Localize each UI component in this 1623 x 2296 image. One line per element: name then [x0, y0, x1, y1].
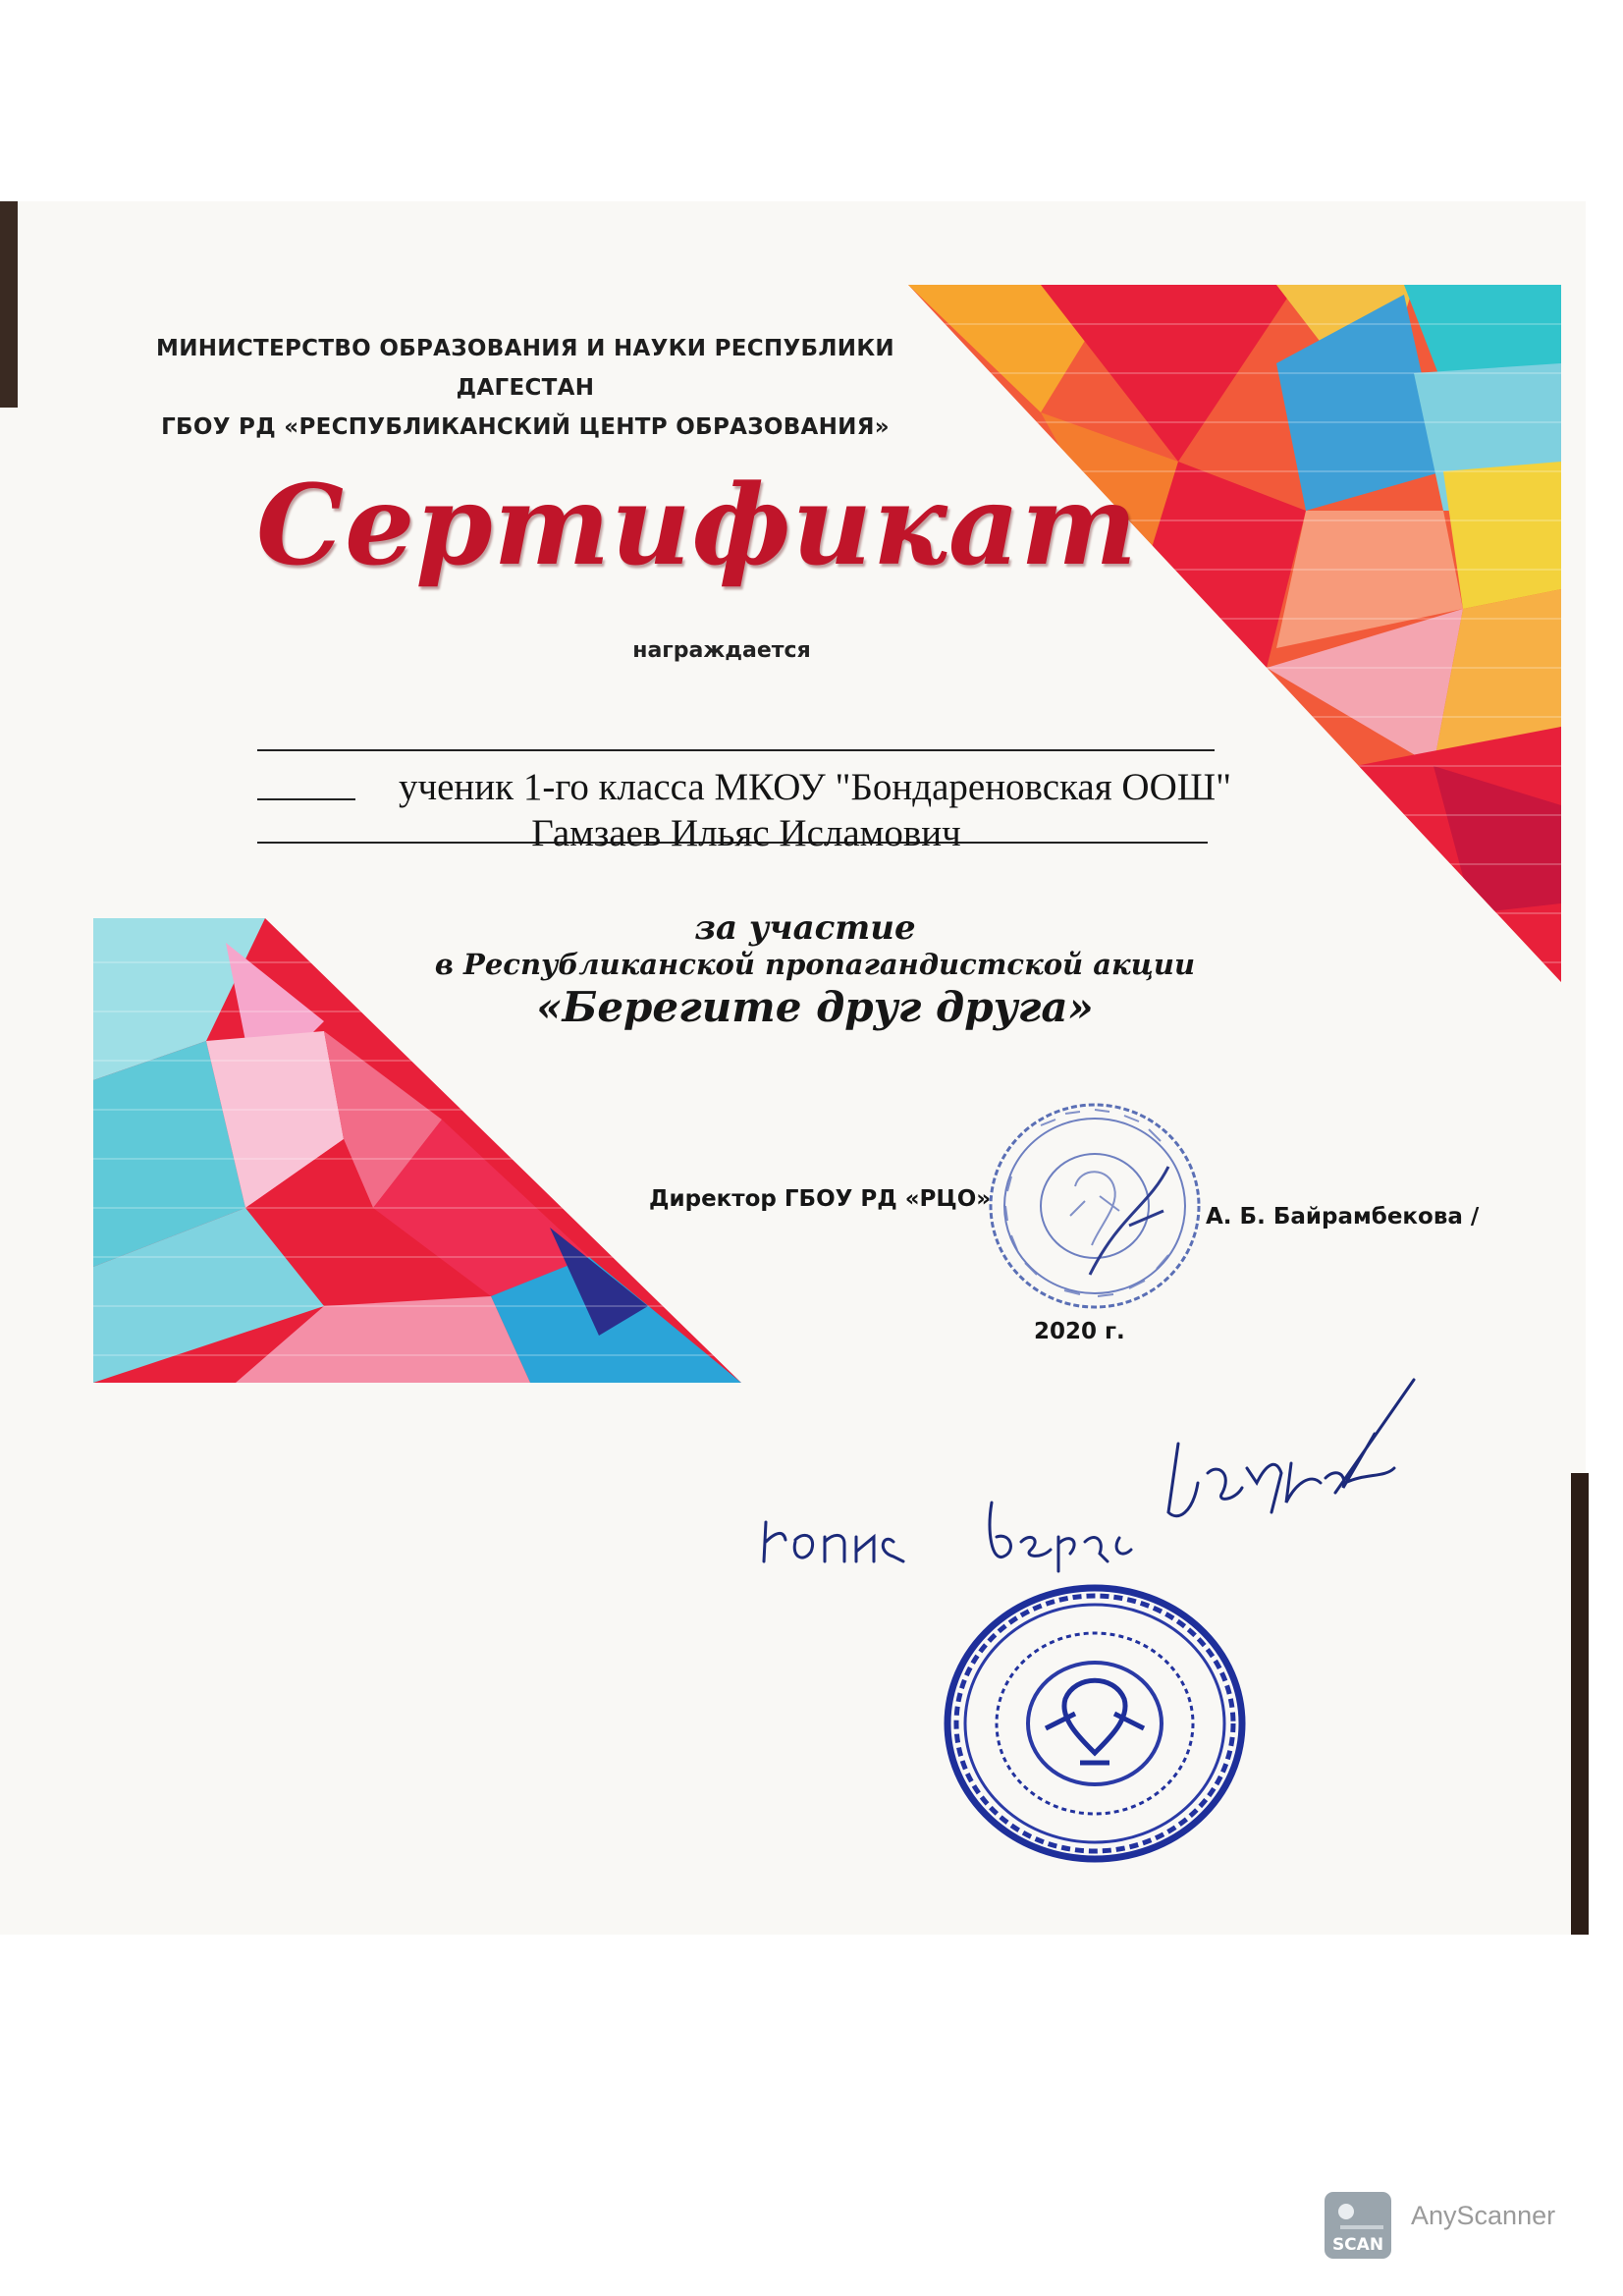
ministry-line: МИНИСТЕРСТВО ОБРАЗОВАНИЯ И НАУКИ РЕСПУБЛИКИ ДАГЕСТАН: [156, 336, 894, 401]
certificate-title: Сертификат: [256, 462, 1138, 590]
for-participation: за участие: [694, 908, 916, 948]
recipient-name: Гамзаев Ильяс Исламович: [531, 812, 961, 854]
issuer-heading: [128, 329, 923, 447]
signatory-title: Директор ГБОУ РД «РЦО»: [649, 1186, 992, 1212]
campaign-description: в Республиканской пропагандистской акции: [434, 948, 1196, 981]
institution-stamp: [938, 1581, 1252, 1866]
issue-year: 2020 г.: [1034, 1319, 1125, 1344]
handwritten-copy-note: [746, 1375, 1434, 1591]
svg-text:SCAN: SCAN: [1331, 2235, 1384, 2255]
recipient-school: ученик 1-го класса МКОУ "Бондареновская ООШ": [398, 766, 1232, 808]
official-seal: [982, 1098, 1208, 1314]
blank-line-1: [257, 749, 1215, 751]
campaign-name: «Берегите друг друга»: [536, 983, 1094, 1031]
awarded-label: награждается: [632, 638, 811, 663]
signatory-name: А. Б. Байрамбекова /: [1206, 1204, 1480, 1230]
scanner-app-name: AnyScanner: [1411, 2201, 1556, 2230]
top-right-polygons: [908, 285, 1571, 992]
organization-line: ГБОУ РД «РЕСПУБЛИКАНСКИЙ ЦЕНТР ОБРАЗОВАНИЯ»: [161, 414, 890, 440]
scanner-logo-icon: [1323, 2190, 1393, 2261]
